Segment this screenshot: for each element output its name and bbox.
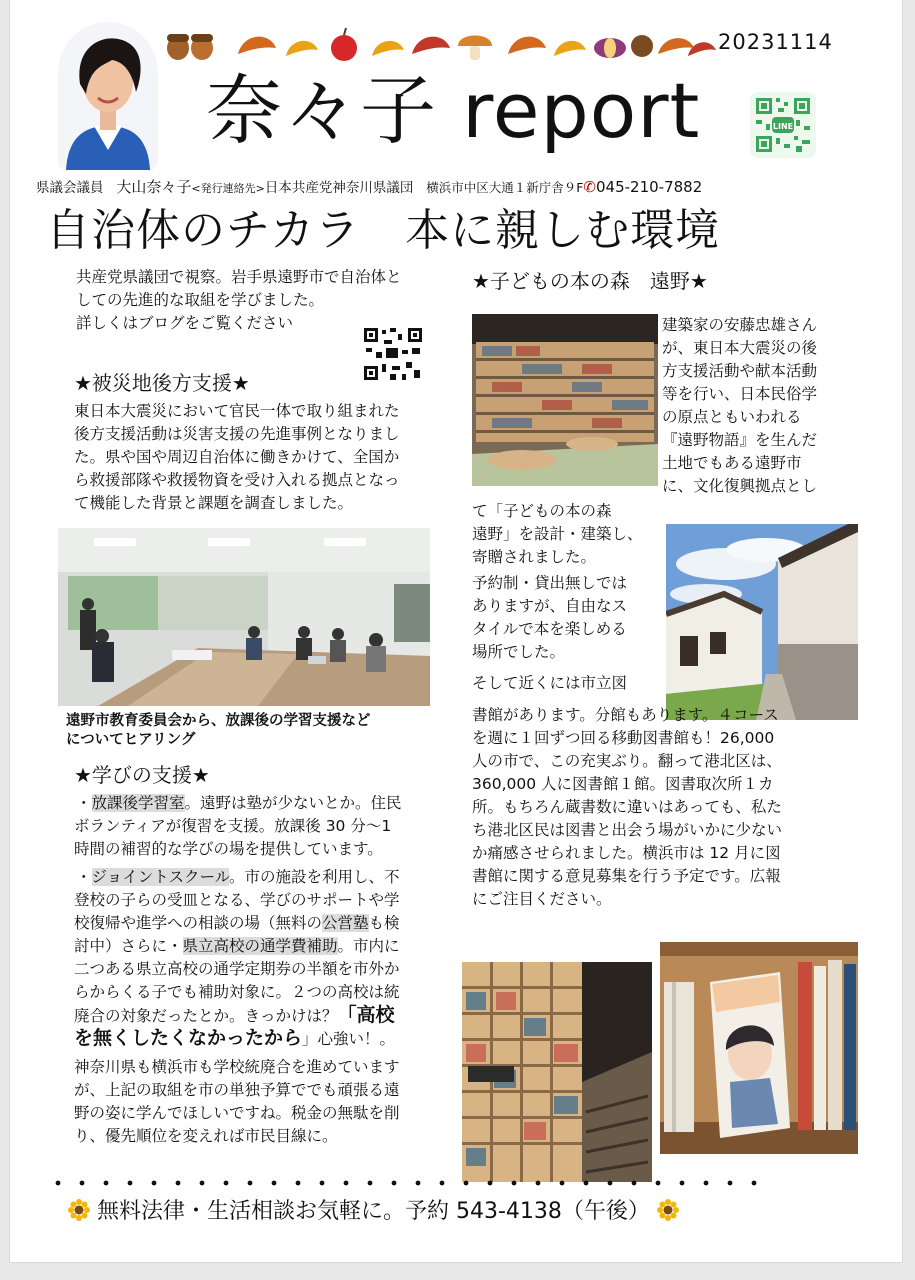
section3-line: 遠野」を設計・建築し、	[472, 525, 643, 543]
sunflower-icon	[68, 1199, 90, 1221]
line-qr-code-icon[interactable]	[750, 92, 816, 158]
section2-line: が、上記の取組を市の単独予算ででも頑張る遠	[74, 1081, 400, 1099]
phone-number: 045-210-7882	[595, 178, 703, 196]
section2-line: 時間の補習的な学びの場を提供しています。	[74, 840, 383, 858]
highlight-after-school-study: 放課後学習室	[91, 794, 185, 812]
section1-heading: ★被災地後方支援★	[74, 371, 250, 395]
photo-caption-line-2: についてヒアリング	[66, 732, 196, 748]
highlight-public-cram-school: 公営塾	[322, 914, 369, 932]
section3-line: 所。もちろん蔵書数に違いはあっても、私た	[472, 798, 782, 816]
section1-line: 後方支援活動は災害支援の先進事例となりまし	[74, 425, 400, 443]
section3-line: を週に１回ずつ回る移動図書館も！26,000	[472, 729, 775, 747]
book-display-photo	[660, 942, 858, 1154]
newsletter-page	[10, 0, 902, 1262]
section3-heading: ★子どもの本の森 遠野★	[472, 269, 708, 293]
section2-line: 校復帰や進学への相談の場（無料の公営塾も検	[74, 914, 400, 932]
section3-line: タイルで本を楽しめる	[472, 620, 627, 638]
section3-line: にご注目ください。	[472, 890, 612, 908]
section2-line: 神奈川県も横浜市も学校統廃合を進めています	[74, 1058, 400, 1076]
highlight-commute-subsidy: 県立高校の通学費補助	[182, 937, 338, 955]
section3-line: 書館に関する意見募集を行う予定です。広報	[472, 867, 781, 885]
issue-date: 20231114	[718, 30, 833, 54]
sunflower-icon	[657, 1199, 679, 1221]
highlight-joint-school: ジョイントスクール	[91, 868, 230, 886]
section3-line: 『遠野物語』を生んだ	[662, 431, 818, 449]
section3-line: て「子どもの本の森	[472, 502, 612, 520]
dotted-divider	[52, 1176, 772, 1190]
section2-heading: ★学びの支援★	[74, 763, 210, 787]
library-interior-photo	[472, 314, 658, 486]
autumn-decoration-icon	[158, 26, 718, 64]
office-label: <発行連絡先>	[191, 182, 265, 195]
qr-label: LINE	[772, 122, 794, 131]
library-building-photo	[666, 524, 858, 720]
contact-line	[36, 176, 896, 197]
section3-line: か痛感させられました。横浜市は 12 月に図	[472, 844, 781, 862]
section1-line: た。県や国や周辺自治体に働きかけて、全国か	[74, 448, 400, 466]
section3-line: 場所でした。	[472, 643, 566, 661]
headline: 自治体のチカラ 本に親しむ環境	[46, 205, 721, 256]
section3-line: 土地でもある遠野市	[662, 454, 802, 472]
section2-line: ・ジョイントスクール。市の施設を利用し、不	[76, 868, 400, 886]
intro-line-2: しての先進的な取組を学びました。	[76, 291, 325, 309]
section2-line: 討中）さらに・県立高校の通学費補助。市内に	[74, 937, 400, 955]
section3-line: 建築家の安藤忠雄さん	[662, 316, 818, 334]
photo-caption-line-1: 遠野市教育委員会から、放課後の学習支援など	[66, 713, 371, 729]
section3-line: の原点ともいわれる	[662, 408, 802, 426]
section3-line: 予約制・貸出無しでは	[472, 574, 628, 592]
section3-line: 方支援活動や献本活動	[662, 362, 818, 380]
bookshelf-tower-photo	[462, 962, 652, 1182]
section2-line: ・放課後学習室。遠野は塾が少ないとか。住民	[76, 794, 402, 812]
section3-line: 等を行い、日本民俗学	[662, 385, 818, 403]
section2-line: り、優先順位を変えれば市民目線に。	[74, 1127, 338, 1145]
councilor-portrait	[58, 22, 158, 170]
section3-line: 360,000 人に図書館１館。図書取次所１カ	[472, 775, 774, 793]
section3-line: ち港北区民は図書と出会う場がいかに少ない	[472, 821, 783, 839]
emphasis-quote: を無くしたくなかったから	[74, 1027, 303, 1049]
address: 横浜市中区大通１新庁舎９F	[426, 180, 584, 195]
footer-consultation	[68, 1196, 679, 1228]
section1-line: ら救援部隊や救援物資を受け入れる拠点となっ	[74, 471, 400, 489]
section1-line: て機能した背景と課題を調査しました。	[74, 494, 354, 512]
section3-line: に、文化復興拠点とし	[662, 477, 818, 495]
section2-line: 野の姿に学んでほしいですね。税金の無駄を削	[74, 1104, 400, 1122]
section2-line: 廃合の対象だったとか。きっかけは？「高校	[74, 1004, 395, 1026]
meeting-room-photo	[58, 528, 430, 706]
intro-line-3: 詳しくはブログをご覧ください	[76, 314, 294, 332]
section3-line: ありますが、自由なス	[472, 597, 628, 615]
section3-line: 人の市で、この充実ぶり。翻って港北区は、	[472, 752, 782, 770]
name: 大山奈々子	[116, 178, 192, 196]
emphasis-quote-start: 「高校	[337, 1004, 395, 1026]
section2-line: を無くしたくなかったから」心強い！。	[74, 1027, 396, 1049]
section2-line: ボランティアが復習を支援。放課後 30 分～1	[74, 817, 392, 835]
intro-line-1: 共産党県議団で視察。岩手県遠野市で自治体と	[76, 268, 402, 286]
section3-line: が、東日本大震災の後	[662, 339, 818, 357]
section2-line: 二つある県立高校の通学定期券の半額を市外か	[74, 960, 400, 978]
newsletter-title: 奈々子 report	[206, 66, 701, 155]
footer-text: 無料法律・生活相談お気軽に。予約 543-4138（午後）	[97, 1199, 650, 1224]
section2-line: らからくる子でも補助対象に。２つの高校は統	[74, 983, 400, 1001]
section3-line: 寄贈されました。	[472, 548, 597, 566]
section1-line: 東日本大震災において官民一体で取り組まれた	[74, 402, 400, 420]
phone-icon: ✆	[583, 178, 596, 196]
section3-line: そして近くには市立図	[472, 674, 628, 692]
section2-line: 登校の子らの受皿となる、学びのサポートや学	[74, 891, 400, 909]
office: 日本共産党神奈川県議団	[264, 180, 414, 196]
role: 県議会議員	[36, 180, 104, 196]
blog-qr-code-icon[interactable]	[362, 326, 424, 382]
section3-line: 書館があります。分館もあります。４コース	[472, 706, 779, 724]
